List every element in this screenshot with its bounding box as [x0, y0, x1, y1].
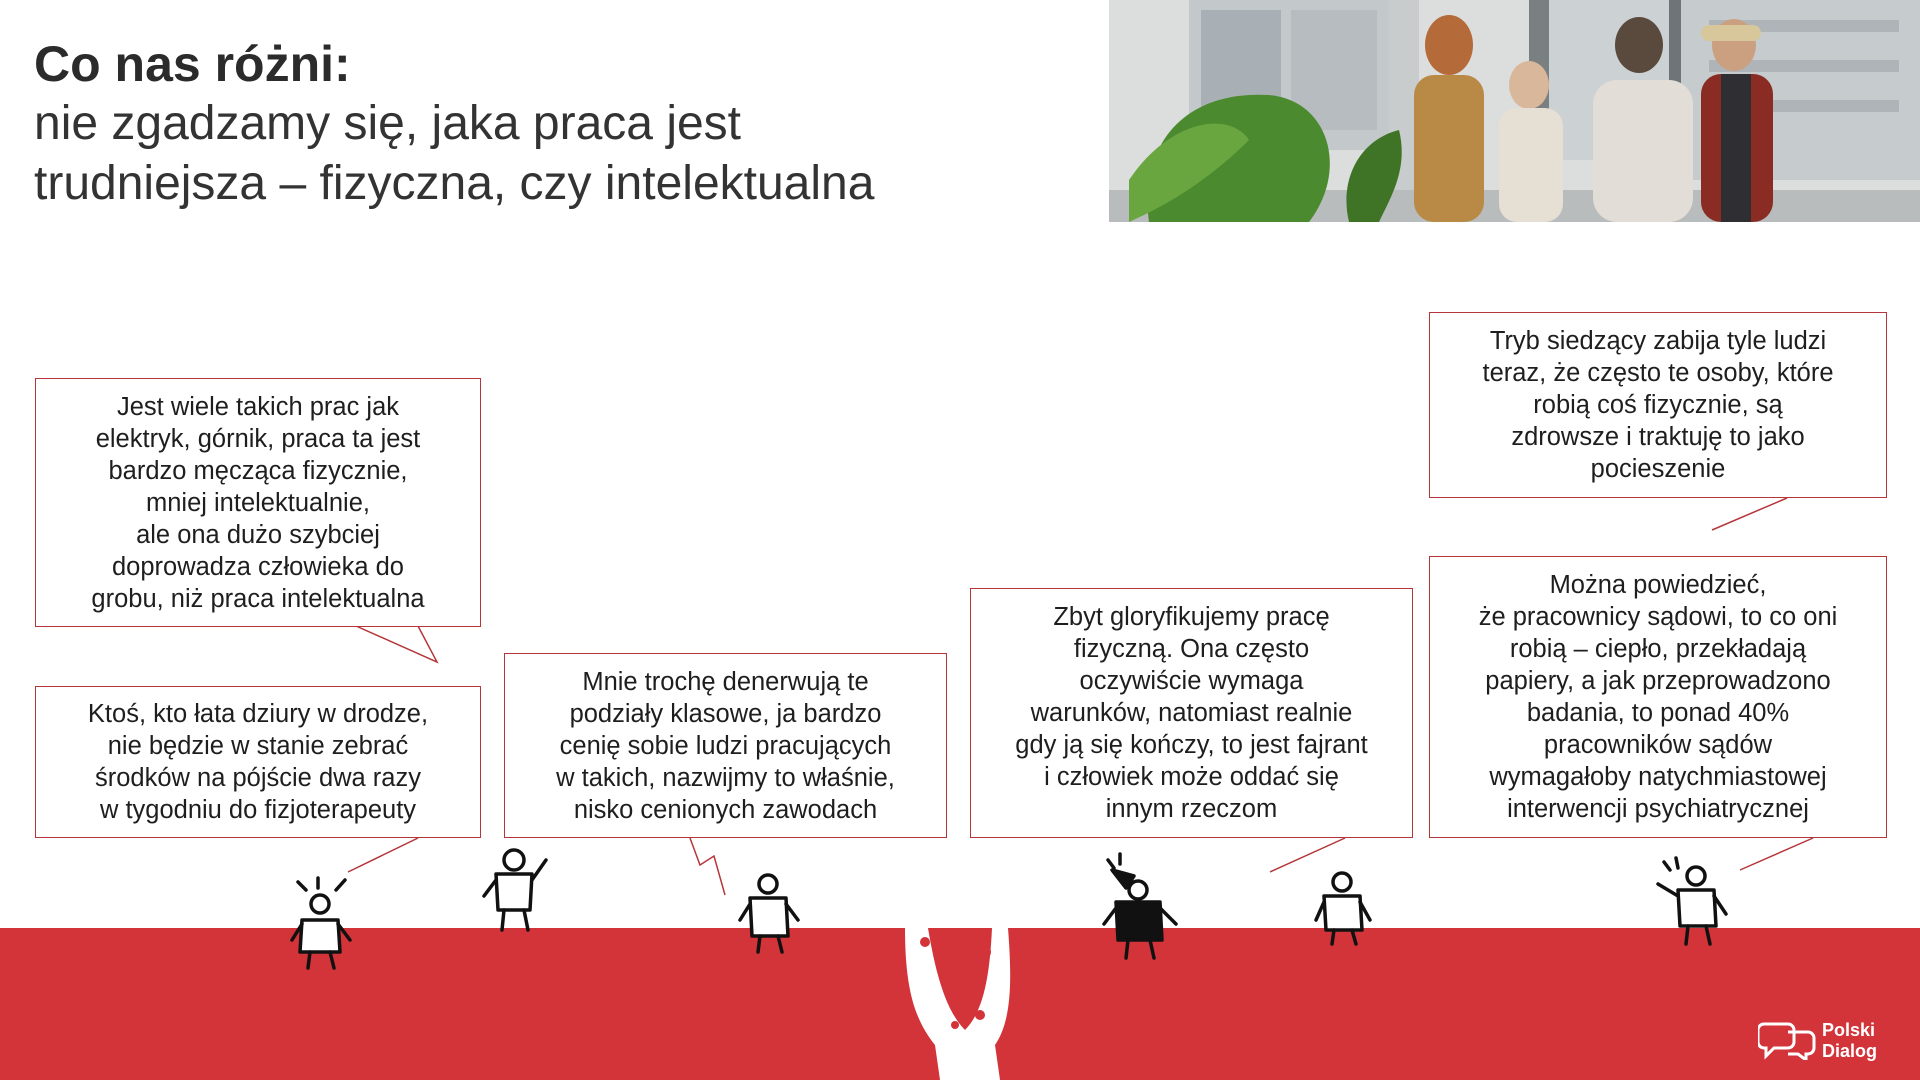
quote-bubble-1	[35, 378, 481, 627]
quote-text-5: Tryb siedzący zabija tyle ludzi teraz, że często te osoby, które robią coś fizycznie, są zdrowsze i traktuję to jako pocieszenie	[1482, 327, 1834, 483]
figure-5	[1316, 873, 1370, 944]
figure-1	[292, 878, 350, 968]
quote-bubble-6	[1429, 556, 1887, 838]
bubble-tail-5	[1712, 498, 1787, 530]
polski-dialog-logo	[1758, 1018, 1908, 1064]
figure-6	[1658, 858, 1726, 944]
quote-bubble-5	[1429, 312, 1887, 498]
quote-text-3: Mnie trochę denerwują te podziały klasowe, ja bardzo cenię sobie ludzi pracujących w takich, nazwijmy to właśnie, nisko cenionych zawodach	[556, 667, 895, 824]
figure-2	[484, 850, 546, 930]
quote-text-6: Można powiedzieć, że pracownicy sądowi, to co oni robią – ciepło, przekładają papiery, a jak przeprowadzono badania, to ponad 40% pracowników sądów wymagałoby natychmiastowej interwencji psychiatrycznej	[1478, 571, 1838, 823]
doodle-figures	[0, 840, 1920, 980]
quote-bubble-4	[970, 588, 1413, 838]
bubble-tail-1	[356, 626, 437, 662]
figure-3	[740, 875, 798, 952]
subtitle-line-1: nie zgadzamy się, jaka praca jest	[34, 97, 742, 150]
logo-text: Polski Dialog	[1822, 1020, 1878, 1061]
quote-text-1: Jest wiele takich prac jak elektryk, górnik, praca ta jest bardzo męcząca fizycznie, mniej intelektualnie, ale ona dużo szybciej doprowadza człowieka do grobu, niż praca intelektualna	[91, 392, 425, 613]
figure-4	[1104, 854, 1176, 958]
page-title: Co nas różni:	[34, 36, 351, 92]
quote-text-4: Zbyt gloryfikujemy pracę fizyczną. Ona często oczywiście wymaga warunków, natomiast realnie gdy ją się kończy, to jest fajrant i człowiek może oddać się innym rzeczom	[1015, 603, 1368, 823]
quote-bubble-2	[35, 686, 481, 838]
quote-text-2: Ktoś, kto łata dziury w drodze, nie będzie w stanie zebrać środków na pójście dwa razy w tygodniu do fizjoterapeuty	[87, 700, 429, 824]
speech-bubbles-icon	[1758, 1018, 1816, 1060]
subtitle-line-2: trudniejsza – fizyczna, czy intelektualna	[34, 157, 875, 210]
quote-bubble-3	[504, 653, 947, 838]
